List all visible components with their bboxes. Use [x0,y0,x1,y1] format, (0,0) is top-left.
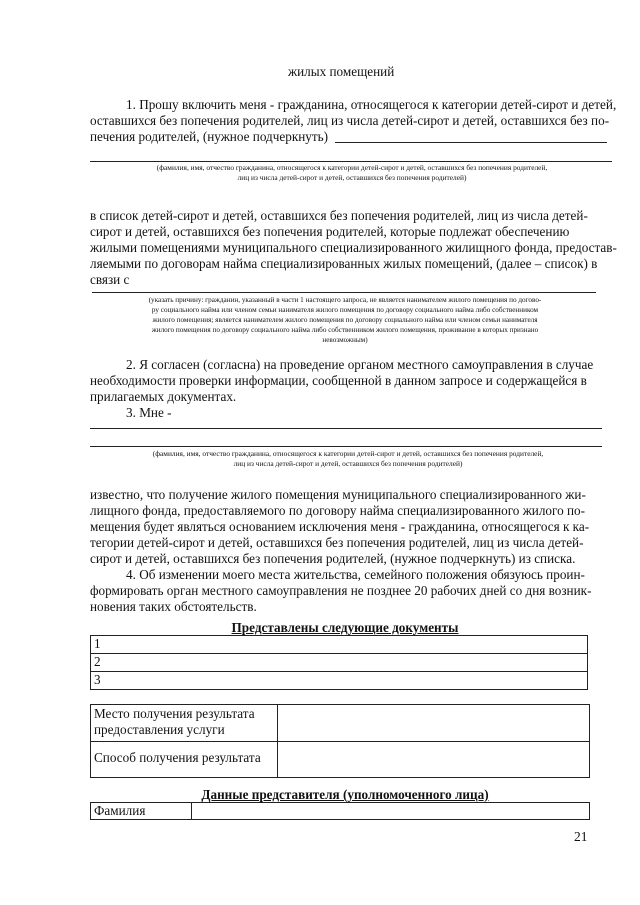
para3-line-3: прилагаемых документах. [90,389,237,404]
table-row [91,636,588,654]
docs-table [90,635,588,690]
para6-line-2: формировать орган местного самоуправления не позднее 20 рабочих дней со дня возник- [90,583,592,598]
caption-reason-line-5: невозможным) [322,336,368,344]
para5-line-5: сирот и детей, оставшихся без попечения родителей, (нужное подчеркнуть) из списка. [90,551,576,566]
result-method-field[interactable] [278,742,590,778]
page-number: 21 [574,829,588,844]
para1-line-3: печения родителей, (нужное подчеркнуть) [90,129,329,144]
rep-table [90,802,590,820]
result-method-label: Способ получения результата [91,742,278,778]
caption-fio-2-line-2: лиц из числа детей-сирот и детей, оставшихся без попечения родителей) [233,459,463,468]
fill-line [335,142,607,143]
caption-fio-2-line-1: (фамилия, имя, отчество гражданина, относящегося к категории детей-сирот и детей, оставшихся без попечения родителей, [152,449,544,458]
fill-line [90,161,612,162]
caption-reason-line-2: ру социального найма или членом семьи нанимателя жилого помещения по договору социального найма либо собственником [151,306,539,314]
caption-reason-line-4: жилого помещения по договору социального найма либо собственником жилого помещения, проживание в которых признано [151,326,539,334]
result-place-label: Место получения результата предоставления услуги [91,705,278,742]
caption-reason-line-1: (указать причину: гражданин, указанный в части 1 настоящего запроса, не является нанимателем жилого помещения по догово- [148,296,542,304]
para2-line-1: в список детей-сирот и детей, оставшихся без попечения родителей, лиц из числа детей- [90,208,588,223]
fill-line [90,428,602,429]
para5-line-2: лищного фонда, предоставляемого по договору найма специализированного жилого по- [90,503,586,518]
para6-line-1: 4. Об изменении моего места жительства, семейного положения обязуюсь проин- [126,567,585,582]
caption-fio-1-line-1: (фамилия, имя, отчество гражданина, относящегося к категории детей-сирот и детей, оставшихся без попечения родителей, [156,163,548,172]
rep-heading: Данные представителя (уполномоченного лица) [201,787,489,802]
docs-row-number[interactable]: 1 [91,636,588,654]
header-fragment: жилых помещений [288,64,395,79]
para1-line-1: 1. Прошу включить меня - гражданина, относящегося к категории детей-сирот и детей, [126,97,617,112]
para2-line-2: сирот и детей, оставшихся без попечения родителей, которые подлежат обеспечению [90,224,570,239]
table-row [91,803,590,820]
para2-line-4: ляемыми по договорам найма специализированных жилых помещений, (далее – список) в [90,256,598,271]
rep-surname-field[interactable] [192,803,590,820]
para2-line-5: связи с [90,272,130,287]
result-table [90,704,590,778]
para4-label: 3. Мне - [126,405,172,420]
docs-heading: Представлены следующие документы [231,620,459,635]
para3-line-2: необходимости проверки информации, сообщенной в данном запросе и содержащейся в [90,373,587,388]
table-row [91,742,590,778]
para1-line-2: оставшихся без попечения родителей, лиц из числа детей-сирот и детей, оставшихся без по- [90,113,610,128]
caption-reason-line-3: жилого помещения; является нанимателем жилого помещения по договору социального найма или членом семьи нанимателя [152,316,538,324]
fill-line [90,446,602,447]
para5-line-4: тегории детей-сирот и детей, оставшихся без попечения родителей, лиц из числа детей- [90,535,584,550]
fill-line [92,292,596,293]
result-place-field[interactable] [278,705,590,742]
rep-surname-label: Фамилия [91,803,192,820]
para5-line-1: известно, что получение жилого помещения муниципального специализированного жи- [90,487,586,502]
docs-row-number[interactable]: 2 [91,654,588,672]
caption-fio-1-line-2: лиц из числа детей-сирот и детей, оставшихся без попечения родителей) [237,173,467,182]
table-row [91,654,588,672]
para5-line-3: мещения будет являться основанием исключения меня - гражданина, относящегося к ка- [90,519,590,534]
table-row [91,672,588,690]
para3-line-1: 2. Я согласен (согласна) на проведение органом местного самоуправления в случае [126,357,594,372]
docs-row-number[interactable]: 3 [91,672,588,690]
para6-line-3: новения таких обстоятельств. [90,599,257,614]
table-row [91,705,590,742]
para2-line-3: жилыми помещениями муниципального специализированного жилищного фонда, предостав- [90,240,617,255]
